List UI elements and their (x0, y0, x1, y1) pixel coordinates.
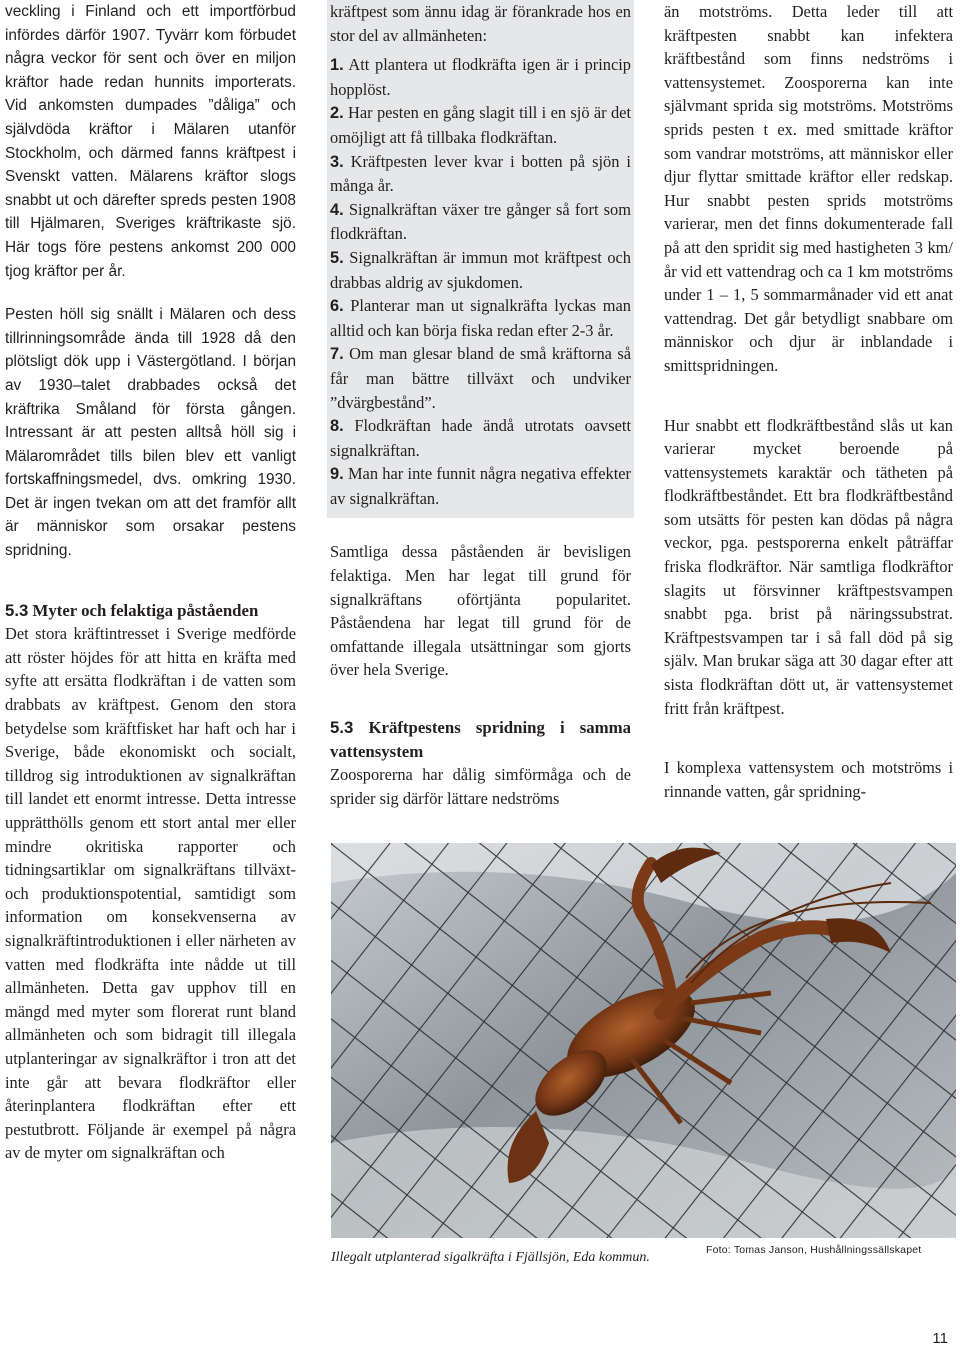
myth-item (330, 198, 631, 246)
myth-item (330, 462, 631, 510)
section-heading-text: Myter och felaktiga påståenden (28, 600, 259, 620)
myth-number: 5. (330, 248, 344, 267)
myth-text: Om man glesar bland de små kräftorna så får man bättre tillväxt och undviker ”dvärgbestånd”. (330, 344, 631, 412)
column-1 (5, 0, 296, 1165)
paragraph-import-history: veckling i Finland och ett importförbud infördes därför 1907. Tyvärr kom förbudet några veckor för sent och över en miljon kräftor hade redan hunnits importerats. Vid ankomsten dumpades ”dåliga” och självdöda kräftor i Mälaren utanför Stockholm, och därmed fanns kräftpest i Svenskt vatten. Mälarens kräftor slogs snabbt ut och därefter spreds pesten 1908 till Hjälmaren, Sveriges kräftrikaste sjö. Här togs före pestens ankomst 200 000 tjog kräftor per år. (5, 3, 296, 280)
myth-number: 6. (330, 297, 344, 316)
myth-text: Kräftpesten lever kvar i botten på sjön i många år. (330, 151, 631, 196)
myth-number: 1. (330, 56, 344, 75)
section-heading-text: Kräftpestens spridning i samma vattensystem (330, 718, 631, 761)
paragraph-population-knockout: Hur snabbt ett flodkräftbestånd slås ut kan varierar mycket beroende på vattensystemets karaktär och tätheten på flodkräftbeståndet. Ett bra flodkräftbestånd som utsätts för pesten kan dödas på några veckor, pga. pestsporerna enkelt påträffar friska flodkräftor. När samtliga flodkräftor slagits ut försvinner kräftpestsvampen snabbt pga. brist på näringssubstrat. Kräftpestsvampen tar i så fall död på sig själv. Man brukar säga att 30 dagar efter att sista flodkräftan dött ut, är vattensystemet fritt från kräftpest. (664, 415, 953, 718)
page-number: 11 (932, 1330, 948, 1347)
section-heading-myths (5, 599, 296, 623)
myth-text: Planterar man ut signalkräfta lyckas man alltid och kan börja fiska redan efter 2-3 år. (330, 296, 631, 340)
myths-box-intro: kräftpest som ännu idag är förankrade hos en stor del av allmänheten: (330, 2, 631, 45)
myth-text: Att plantera ut flodkräfta igen är i princip hopplöst. (330, 55, 631, 99)
myth-number: 2. (330, 104, 344, 123)
crayfish-in-net-image (331, 843, 956, 1238)
myth-text: Flodkräftan hade ändå utrotats oavsett signalkräftan. (330, 416, 631, 460)
myth-item (330, 342, 631, 414)
paragraph-plague-spread-history: Pesten höll sig snällt i Mälaren och dess tillrinningsområde ända till 1928 då den plötsligt dök upp i Västergötland. I början av 1930–talet drabbades också det kräftrika Småland för första gången. Intressant är att pesten alltså höll sig i Mälarområdet tills bilen blev ett vanligt fortskaffningsmedel, dvs. omkring 1930. Det är ingen tvekan om att det framför allt är människor som orsakar pestens spridning. (5, 306, 296, 560)
section-heading-number: 5.3 (5, 600, 29, 620)
myth-number: 9. (330, 465, 344, 484)
myth-text: Signalkräftan är immun mot kräftpest och drabbas aldrig av sjukdomen. (330, 247, 631, 292)
myth-item (330, 53, 631, 101)
myth-text: Har pesten en gång slagit till i en sjö är det omöjligt att få tillbaka flodkräftan. (330, 103, 631, 147)
crayfish-photo (331, 843, 956, 1238)
myth-item (330, 294, 631, 342)
myth-number: 3. (330, 152, 344, 171)
column-2 (330, 0, 631, 810)
paragraph-zoospores: Zoosporerna har dålig simförmåga och de sprider sig därför lättare nedströms (330, 765, 631, 808)
myth-text: Signalkräftan växer tre gånger så fort som flodkräftan. (330, 199, 631, 244)
myth-item (330, 150, 631, 198)
photo-caption: Illegalt utplanterad sigalkräfta i Fjällsjön, Eda kommun. (331, 1250, 650, 1265)
section-heading-number: 5.3 (330, 718, 354, 738)
section-heading-spread (330, 716, 631, 763)
paragraph-downstream-spread: än motströms. Detta leder till att kräftpesten snabbt kan infektera kräftbestånd som finns nedströms i vattensystemet. Zoosporerna kan inte självmant sprida sig motströms. Motströms sprids pesten t ex. med smittade kräftor som vandrar motströms, att människor eller djur flyttar smittade kräftor eller redskap. Hur snabbt pesten sprids motströms varierar, men det finns dokumenterade fall på att den spridit sig med hastigheten 3 km/år vid ett vattendrag och ca 1 km motströms under 1 – 1, 5 sommarmånader vid ett anat vattendrag. Det går betydligt snabbare om människor och djur är inblandade i smittspridningen. (664, 2, 953, 375)
myth-item (330, 246, 631, 294)
myth-number: 7. (330, 345, 344, 364)
myth-item (330, 101, 631, 149)
myth-text: Man har inte funnit några negativa effekter av signalkräftan. (330, 464, 631, 508)
paragraph-complex-systems: I komplexa vattensystem och motströms i rinnande vatten, går spridning- (664, 758, 953, 801)
column-3 (664, 0, 953, 803)
paragraph-myths-false: Samtliga dessa påståenden är bevisligen felaktiga. Men har legat till grund för signalkräftans oförtjänta popularitet. Påståendena har legat till grund för de omfattande illegala utsättningar som gjorts över hela Sverige. (330, 542, 631, 680)
paragraph-myths-intro: Det stora kräftintresset i Sverige medförde att röster höjdes för att hitta en kräfta med syfte att ersätta flodkräftan i de vatten som drabbats av kräftpest. Genom den stora betydelse som kräftfisket har haft och har i Sverige, både ekonomiskt och socialt, tilldrog sig introduktionen av signalkräftan till landet ett enormt intresse. Detta intresse upprätthölls genom ett stort antal mer eller mindre okritiska rapporter och tidningsartiklar om signalkräftans tillväxt- och produktionspotential, samtidigt som information om konsekvenserna av signalkräftintroduktionen i eller närheten av vatten med flodkräfta inte nådde ut till allmänheten. Detta gav upphov till en mängd med myter som florerat runt bland allmänheten och som bidragit till illegala utplanteringar av signalkräftor i tron att det inte går att bevara flodkräftor eller återinplantera flodkräftan efter ett pestutbrott. Följande är exempel på några av de myter om signalkräftan och (5, 624, 296, 1163)
myths-list (330, 53, 631, 510)
myth-number: 8. (330, 417, 344, 436)
myth-number: 4. (330, 200, 344, 219)
myth-item (330, 414, 631, 462)
myths-box (327, 0, 634, 518)
photo-credit: Foto: Tomas Janson, Hushållningssällskapet (706, 1244, 922, 1256)
